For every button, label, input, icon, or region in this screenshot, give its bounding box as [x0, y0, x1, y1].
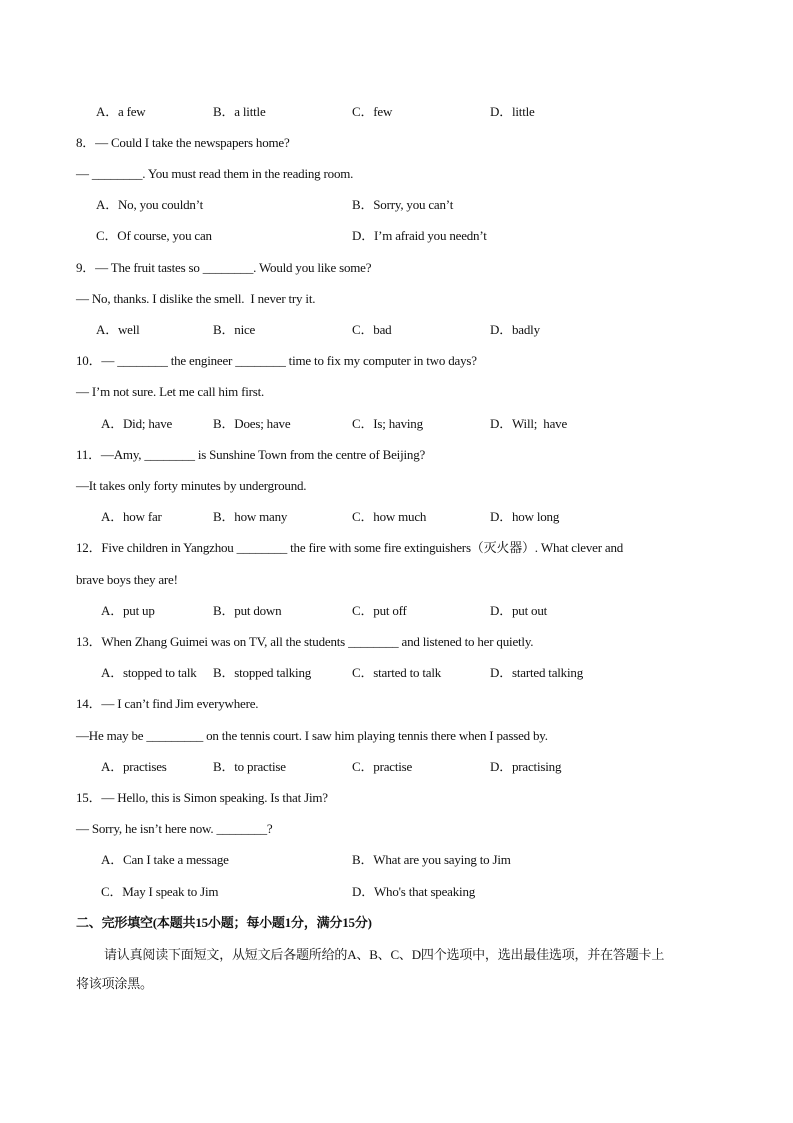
question-text: 将该项涂黑。	[76, 976, 153, 991]
answer-option: C．how much	[352, 509, 427, 524]
answer-option: B．a little	[213, 104, 266, 119]
question-text: —It takes only forty minutes by underground.	[76, 478, 307, 493]
answer-option: B．stopped talking	[213, 665, 312, 680]
question-text: — ________. You must read them in the reading room.	[76, 166, 354, 181]
answer-option: D．put out	[490, 603, 548, 618]
answer-option: B．Does; have	[213, 416, 291, 431]
answer-option: A．Did; have	[101, 416, 173, 431]
answer-option: C．practise	[352, 759, 413, 774]
answer-option: D．Will; have	[490, 416, 568, 431]
answer-option: D．badly	[490, 322, 540, 337]
answer-option: A．well	[96, 322, 140, 337]
question-text: 9．— The fruit tastes so ________. Would you like some?	[76, 260, 372, 275]
question-text: 13．When Zhang Guimei was on TV, all the students ________ and listened to her quietly.	[76, 634, 534, 649]
answer-option: D．Who's that speaking	[352, 884, 476, 899]
answer-option: C．few	[352, 104, 393, 119]
question-text: 15．— Hello, this is Simon speaking. Is that Jim?	[76, 790, 328, 805]
answer-option: A．practises	[101, 759, 167, 774]
answer-option: A．No, you couldn’t	[96, 197, 204, 212]
answer-option: D．started talking	[490, 665, 583, 680]
answer-option: D．practising	[490, 759, 562, 774]
answer-option: B．to practise	[213, 759, 286, 774]
answer-option: B．how many	[213, 509, 288, 524]
answer-option: D．little	[490, 104, 535, 119]
answer-option: C．Is; having	[352, 416, 423, 431]
question-text: — No, thanks. I dislike the smell. I never try it.	[76, 291, 316, 306]
question-text: 11．—Amy, ________ is Sunshine Town from the centre of Beijing?	[76, 447, 426, 462]
answer-option: C．Of course, you can	[96, 228, 212, 243]
question-text: 10．— ________ the engineer ________ time to fix my computer in two days?	[76, 353, 477, 368]
answer-option: C．started to talk	[352, 665, 442, 680]
answer-option: C．put off	[352, 603, 407, 618]
answer-option: D．I’m afraid you needn’t	[352, 228, 487, 243]
section-heading: 二、完形填空(本题共15小题；每小题1分，满分15分)	[76, 915, 372, 930]
answer-option: A．how far	[101, 509, 162, 524]
answer-option: D．how long	[490, 509, 560, 524]
question-text: — Sorry, he isn’t here now. ________?	[76, 821, 273, 836]
question-text: —He may be _________ on the tennis court. I saw him playing tennis there when I passed by.	[76, 728, 548, 743]
question-text: 8．— Could I take the newspapers home?	[76, 135, 290, 150]
answer-option: A．Can I take a message	[101, 852, 229, 867]
answer-option: A．a few	[96, 104, 146, 119]
answer-option: B．What are you saying to Jim	[352, 852, 511, 867]
answer-option: A．stopped to talk	[101, 665, 197, 680]
answer-option: C．bad	[352, 322, 392, 337]
question-text: — I’m not sure. Let me call him first.	[76, 384, 265, 399]
answer-option: C．May I speak to Jim	[101, 884, 219, 899]
answer-option: A．put up	[101, 603, 155, 618]
question-text: 请认真阅读下面短文，从短文后各题所给的A、B、C、D四个选项中，选出最佳选项，并在答题卡上	[104, 947, 665, 962]
answer-option: B．Sorry, you can’t	[352, 197, 454, 212]
question-text: 14．— I can’t find Jim everywhere.	[76, 696, 259, 711]
question-text: brave boys they are!	[76, 572, 178, 587]
answer-option: B．put down	[213, 603, 282, 618]
question-text: 12．Five children in Yangzhou ________ the fire with some fire extinguishers（灭火器）. What clever and	[76, 540, 624, 555]
answer-option: B．nice	[213, 322, 256, 337]
